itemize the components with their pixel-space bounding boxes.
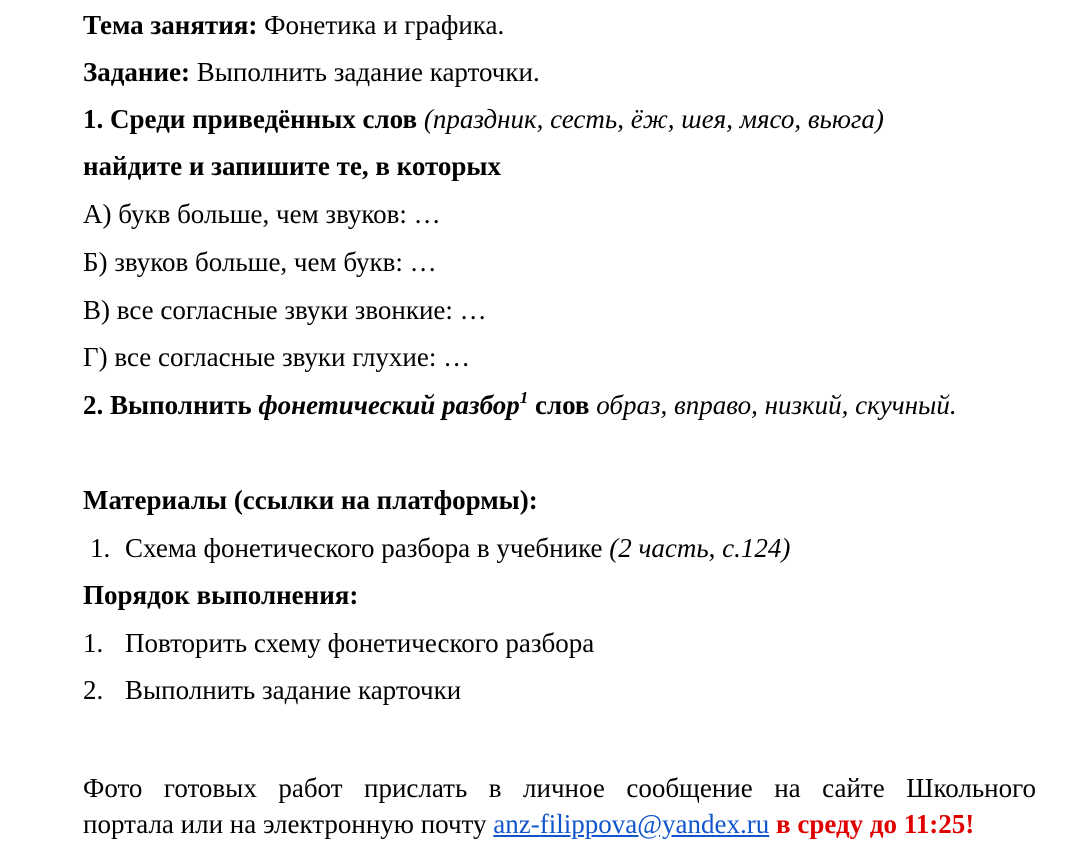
procedure-heading: Порядок выполнения:	[83, 580, 359, 610]
procedure-item	[83, 628, 594, 659]
assignment-label: Задание:	[83, 57, 190, 87]
task1-title: 1. Среди приведённых слов	[83, 104, 418, 134]
assignment-value: Выполнить задание карточки.	[196, 57, 540, 87]
task2-words: образ, вправо, низкий, скучный.	[596, 390, 957, 420]
footnote-marker: 1	[519, 388, 529, 407]
lesson-topic-label: Тема занятия:	[83, 10, 258, 40]
submission-text: портала или на электронную почту	[83, 809, 487, 839]
procedure-item-number: 1.	[83, 628, 104, 658]
lesson-topic-line	[83, 10, 504, 41]
submission-line-2	[83, 809, 974, 840]
submission-line-1: Фото готовых работ прислать в личное сообщение на сайте Школьного	[83, 773, 1036, 803]
deadline-text: в среду до 11:25!	[776, 809, 975, 839]
task2-line	[83, 390, 957, 421]
materials-heading: Материалы (ссылки на платформы):	[83, 485, 538, 515]
task1-item-a: А) букв больше, чем звуков: …	[83, 199, 441, 229]
task1-words: (праздник, сесть, ёж, шея, мясо, вьюга)	[423, 104, 884, 134]
task1-item-d: Г) все согласные звуки глухие: …	[83, 342, 471, 372]
lesson-topic-value: Фонетика и графика.	[264, 10, 505, 40]
materials-item-number: 1.	[90, 533, 111, 563]
task1-line	[83, 104, 884, 135]
task1-item-c: В) все согласные звуки звонкие: …	[83, 295, 487, 325]
task2-prefix: 2. Выполнить	[83, 390, 252, 420]
email-link[interactable]: anz-filippova@yandex.ru	[493, 809, 770, 839]
materials-item-text: Схема фонетического разбора в учебнике	[125, 533, 603, 563]
assignment-line	[83, 57, 540, 88]
procedure-item-number: 2.	[83, 675, 104, 705]
materials-item	[90, 533, 790, 564]
procedure-item-text: Выполнить задание карточки	[125, 675, 462, 705]
task1-instruction: найдите и запишите те, в которых	[83, 151, 502, 181]
task1-item-b: Б) звуков больше, чем букв: …	[83, 247, 437, 277]
materials-item-ref: (2 часть, с.124)	[609, 533, 791, 563]
procedure-item-text: Повторить схему фонетического разбора	[125, 628, 595, 658]
task2-suffix: слов	[534, 390, 590, 420]
procedure-item	[83, 675, 461, 706]
task2-term: фонетический разбор	[258, 390, 520, 420]
